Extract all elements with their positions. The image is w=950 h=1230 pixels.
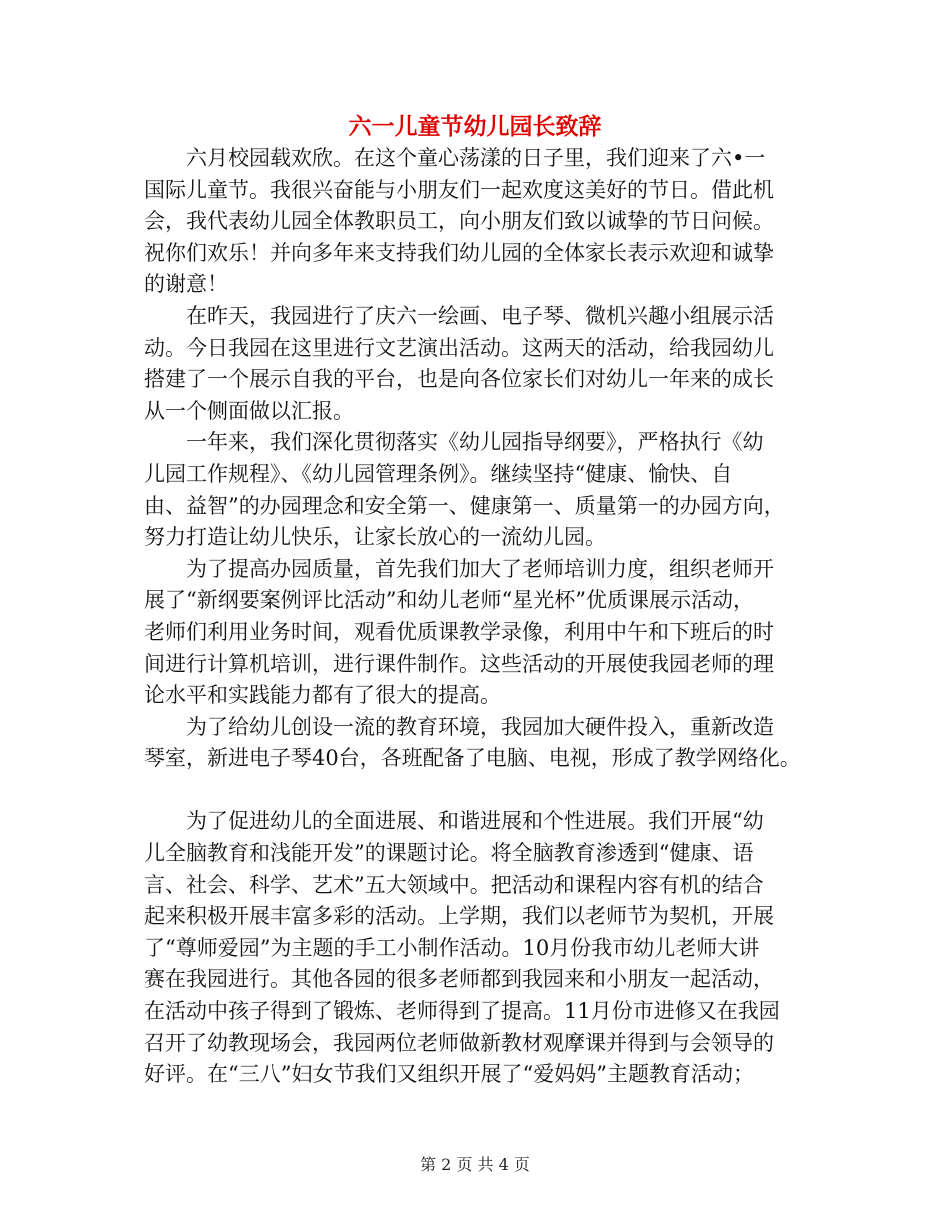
paragraph-gap [144, 775, 816, 807]
paragraph-line: 间进行计算机培训，进行课件制作。这些活动的开展使我园老师的理 [144, 651, 774, 676]
paragraph-line: 论水平和实践能力都有了很大的提高。 [144, 683, 501, 708]
page-number-footer: 第 2 页 共 4 页 [420, 1155, 530, 1174]
paragraph-line: 动。今日我园在这里进行文艺演出活动。这两天的活动，给我园幼儿 [144, 335, 774, 360]
paragraph-line: 了“尊师爱园”为主题的手工小制作活动。10月份我市幼儿老师大讲 [144, 935, 760, 960]
paragraph-line: 老师们利用业务时间，观看优质课教学录像，利用中午和下班后的时 [144, 619, 774, 644]
document-body [144, 143, 816, 1091]
paragraph-line: 为了促进幼儿的全面进展、和谐进展和个性进展。我们开展“幼 [186, 809, 764, 834]
paragraph-line: 展了“新纲要案例评比活动”和幼儿老师“星光杯”优质课展示活动， [144, 588, 754, 613]
paragraph-line: 为了提高办园质量，首先我们加大了老师培训力度，组织老师开 [186, 556, 774, 581]
document-title: 六一儿童节幼儿园长致辞 [348, 114, 602, 140]
paragraph-line: 言、社会、科学、艺术”五大领域中。把活动和课程内容有机的结合 [144, 872, 764, 897]
paragraph-line: 起来积极开展丰富多彩的活动。上学期，我们以老师节为契机，开展 [144, 904, 774, 929]
paragraph-line: 一年来，我们深化贯彻落实《幼儿园指导纲要》，严格执行《幼 [186, 430, 764, 455]
paragraph-line: 赛在我园进行。其他各园的很多老师都到我园来和小朋友一起活动， [144, 967, 774, 992]
paragraph-line: 琴室，新进电子琴40台，各班配备了电脑、电视，形成了教学网络化。 [144, 746, 801, 771]
paragraph-line: 为了给幼儿创设一流的教育环境，我园加大硬件投入，重新改造 [186, 714, 774, 739]
paragraph-line: 儿园工作规程》、《幼儿园管理条例》。继续坚持“健康、愉快、自 [144, 461, 733, 486]
paragraph-line: 在昨天，我园进行了庆六一绘画、电子琴、微机兴趣小组展示活 [186, 303, 774, 328]
paragraph-line: 召开了幼教现场会，我园两位老师做新教材观摩课并得到与会领导的 [144, 1030, 774, 1055]
paragraph-line: 从一个侧面做以汇报。 [144, 398, 354, 423]
paragraph-line: 努力打造让幼儿快乐，让家长放心的一流幼儿园。 [144, 525, 606, 550]
paragraph-line: 好评。在“三八”妇女节我们又组织开展了“爱妈妈”主题教育活动； [144, 1062, 754, 1087]
paragraph-line: 搭建了一个展示自我的平台，也是向各位家长们对幼儿一年来的成长 [144, 367, 774, 392]
paragraph-line: 的谢意！ [144, 272, 228, 297]
paragraph-line: 祝你们欢乐！并向多年来支持我们幼儿园的全体家长表示欢迎和诚挚 [144, 240, 774, 265]
paragraph-line: 儿全脑教育和浅能开发”的课题讨论。将全脑教育渗透到“健康、语 [144, 841, 754, 866]
paragraph-line: 会，我代表幼儿园全体教职员工，向小朋友们致以诚挚的节日问候。 [144, 209, 774, 234]
paragraph-line: 国际儿童节。我很兴奋能与小朋友们一起欢度这美好的节日。借此机 [144, 177, 774, 202]
paragraph-line: 由、益智”的办园理念和安全第一、健康第一、质量第一的办园方向， [144, 493, 785, 518]
paragraph-line: 在活动中孩子得到了锻炼、老师得到了提高。11月份市进修又在我园 [144, 999, 780, 1024]
paragraph-line: 六月校园载欢欣。在这个童心荡漾的日子里，我们迎来了六•一 [186, 146, 766, 170]
